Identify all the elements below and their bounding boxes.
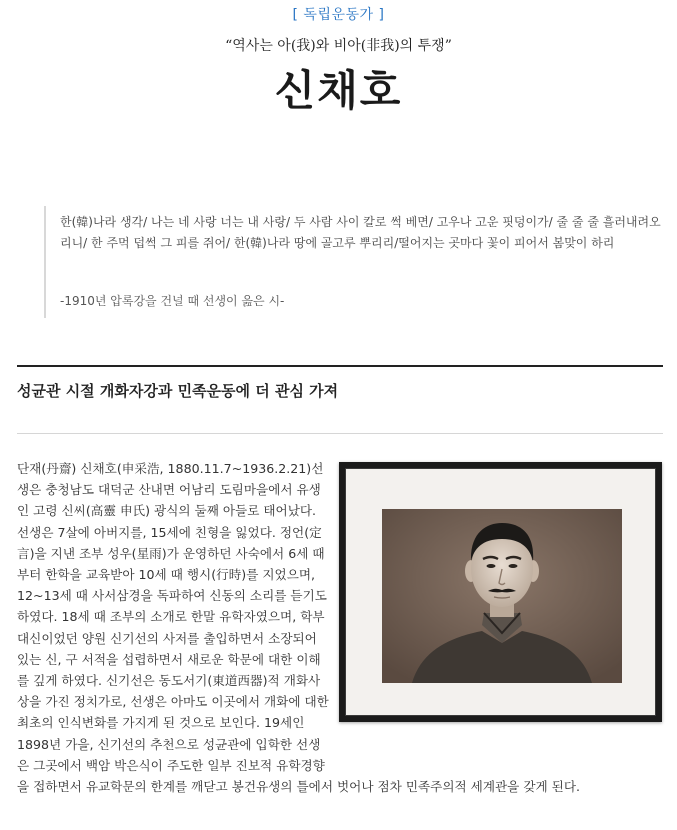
body-paragraph-text: 단재(丹齋) 신채호(申采浩, 1880.11.7~1936.2.21)선생은 충청남도 대덕군 산내면 어남리 도림마을에서 유생인 고령 신씨(高靈 申氏) 광식의 둘째 아들로 태어났다. 선생은 7살에 아버지를, 15세에 친형을 잃었다. 정언(定言)을 지낸 조부 성우(星雨)가 운영하던 사숙에서 6세 때부터 한학을 교육받아 10세 때 행시(行時)를 지었으며, 12~13세 때 사서삼경을 독파하여 신동의 소리를 듣기도 하였다. 18세 때 조부의 소개로 한말 유학자였으며, 학부대신이었던 양원 신기선의 사저를 출입하면서 소장되어 있는 신, 구 서적을 섭렵하면서 새로운 학문에 대한 이해를 깊게 하였다. 신기선은 동도서기(東道西器)적 개화사상을 가진 정치가로, 선생은 아마도 이곳에서 개화에 대한 최초의 인식변화를 가지게 된 것으로 보인다. 19세인 1898년 가을, 신기선의 추천으로 성균관에 입학한 선생은 그곳에서 백암 박은식이 주도한 일부 진보적 유학경향을 접하면서 유교학문의 한계를 깨닫고 봉건유생의 틀에서 벗어나 점차 민족주의적 세계관을 갖게 된다. (17, 461, 580, 795)
section-divider (17, 365, 663, 367)
article-subtitle: “역사는 아(我)와 비아(非我)의 투쟁” (225, 38, 452, 54)
poem-text: 한(韓)나라 생각/ 나는 네 사랑 너는 내 사랑/ 두 사람 사이 칼로 썩 베면/ 고우나 고운 핏덩이가/ 줄 줄 줄 흘러내려오리니/ 한 주먹 덥썩 그 피를 쥐어/ 한(韓)나라 땅에 골고루 뿌리리/떨어지는 곳마다 꽃이 피어서 봄맞이 하리 (60, 215, 661, 250)
portrait-illustration (382, 509, 622, 683)
portrait-photo (382, 509, 622, 683)
portrait-frame (339, 462, 662, 722)
category-label: [ 독립운동가 ] (292, 7, 385, 23)
article-title: 신채호 (274, 66, 403, 115)
section-heading: 성균관 시절 개화자강과 민족운동에 더 관심 가져 (17, 382, 339, 400)
poem-source: -1910년 압록강을 건널 때 선생이 읊은 시- (60, 294, 285, 308)
portrait-mat (345, 468, 656, 716)
poem-quote (44, 206, 666, 318)
heading-underline (17, 433, 663, 434)
